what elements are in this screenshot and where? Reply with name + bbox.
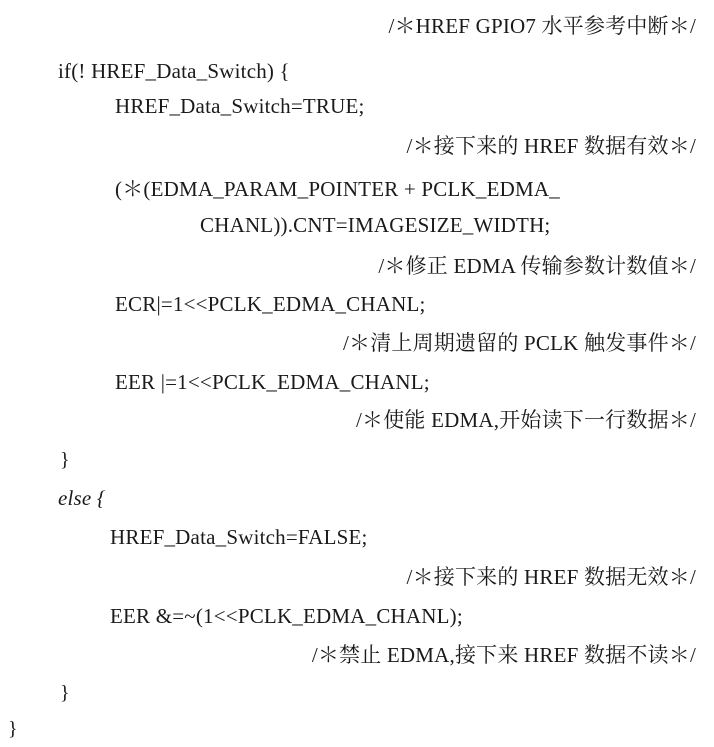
- code-closing-brace-else: }: [60, 682, 70, 704]
- code-comment-data-valid: /＊接下来的 HREF 数据有效＊/: [406, 134, 696, 158]
- code-closing-brace-function: }: [8, 718, 18, 740]
- code-comment-enable-edma: /＊使能 EDMA,开始读下一行数据＊/: [356, 408, 696, 432]
- code-set-switch-false: HREF_Data_Switch=FALSE;: [110, 525, 368, 549]
- code-comment-clear-pclk: /＊清上周期遗留的 PCLK 触发事件＊/: [342, 331, 696, 355]
- code-comment-disable-edma: /＊禁止 EDMA,接下来 HREF 数据不读＊/: [311, 643, 696, 667]
- code-comment-href-interrupt: /＊HREF GPIO7 水平参考中断＊/: [388, 14, 696, 38]
- code-else-statement: else {: [58, 486, 106, 510]
- code-eer-disable: EER &=~(1<<PCLK_EDMA_CHANL);: [110, 604, 463, 628]
- code-edma-param-line1: (＊(EDMA_PARAM_POINTER + PCLK_EDMA_: [115, 177, 560, 201]
- code-comment-fix-edma: /＊修正 EDMA 传输参数计数值＊/: [378, 254, 696, 278]
- code-closing-brace-if: }: [60, 449, 70, 471]
- code-edma-param-line2: CHANL)).CNT=IMAGESIZE_WIDTH;: [200, 213, 551, 237]
- code-if-statement: if(! HREF_Data_Switch) {: [58, 59, 290, 83]
- code-set-switch-true: HREF_Data_Switch=TRUE;: [115, 94, 365, 118]
- code-ecr-assignment: ECR|=1<<PCLK_EDMA_CHANL;: [115, 292, 426, 316]
- code-comment-data-invalid: /＊接下来的 HREF 数据无效＊/: [406, 565, 696, 589]
- code-eer-assignment: EER |=1<<PCLK_EDMA_CHANL;: [115, 370, 430, 394]
